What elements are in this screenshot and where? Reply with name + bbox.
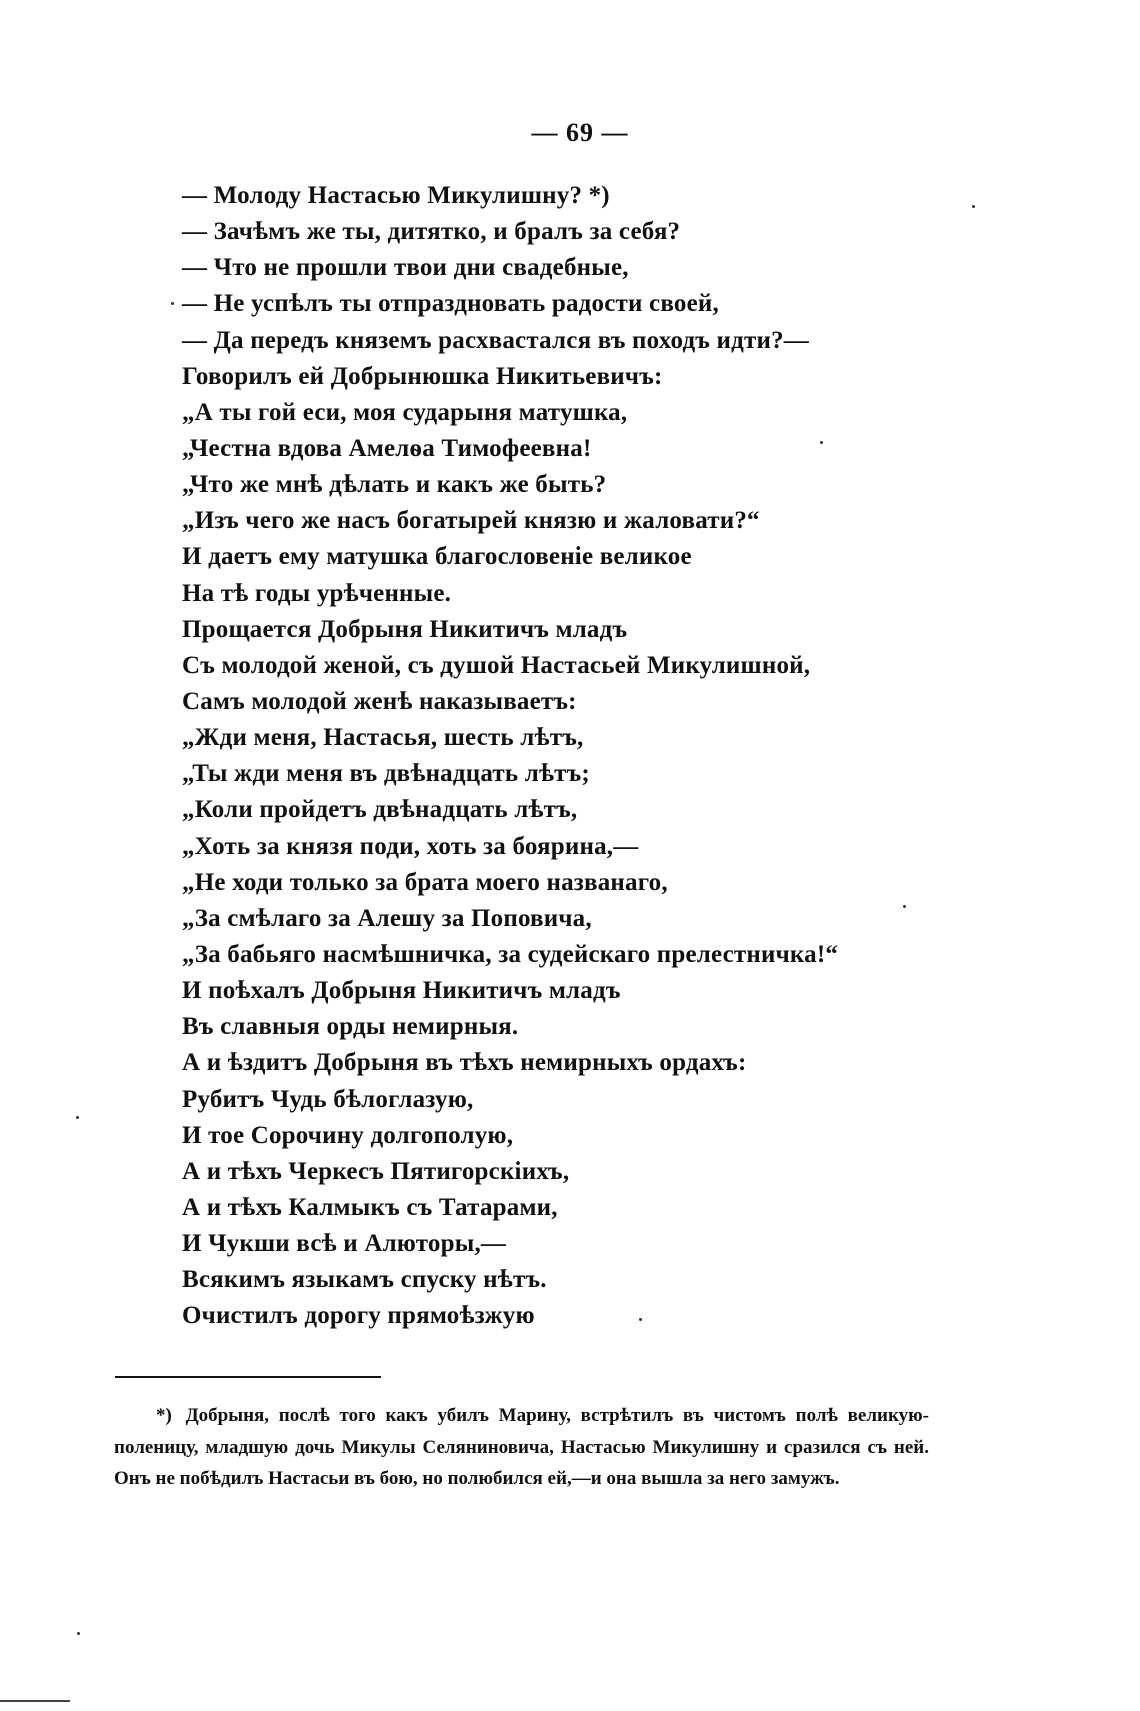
verse-line: И тое Сорочину долгополую, (182, 1121, 514, 1149)
poem-body (182, 178, 902, 1335)
scan-speck (171, 302, 174, 305)
verse-line: — Молоду Настасью Микулишну? *) (182, 182, 610, 209)
verse-line: „За бабьяго насмѣшничка, за судейскаго прелестничка!“ (182, 940, 839, 968)
verse-line: — Да передъ княземъ расхвастался въ походъ идти?— (182, 326, 809, 354)
verse-line: — Зачѣмъ же ты, дитятко, и бралъ за себя? (182, 218, 681, 246)
footnote-marker: *) (156, 1405, 172, 1426)
scan-speck (76, 1116, 79, 1119)
verse-line: „А ты гой еси, моя сударыня матушка, (182, 398, 628, 426)
page-number (0, 118, 1140, 148)
verse-line: Очистилъ дорогу прямоѣзжую (182, 1302, 535, 1330)
scan-speck (972, 205, 975, 208)
verse-line: „Честна вдова Амелѳа Тимофеевна! (182, 434, 592, 462)
verse-line: Говорилъ ей Добрынюшка Никитьевичъ: (182, 362, 663, 390)
verse-line: „Хоть за князя поди, хоть за боярина,— (182, 832, 639, 860)
verse-line: „Не ходи только за брата моего названаго, (182, 868, 668, 896)
page-number-text: — 69 — (531, 118, 629, 147)
scan-speck (820, 441, 823, 444)
verse-line: „Ты жди меня въ двѣнадцать лѣтъ; (182, 760, 590, 788)
verse-line: Самъ молодой женѣ наказываетъ: (182, 687, 577, 715)
verse-line: На тѣ годы урѣченные. (182, 579, 452, 607)
verse-line: Всякимъ языкамъ спуску нѣтъ. (182, 1266, 547, 1294)
verse-line: „Изъ чего же насъ богатырей князю и жаловати?“ (182, 507, 760, 535)
verse-line: И Чукши всѣ и Алюторы,— (182, 1230, 507, 1258)
scan-speck (639, 1318, 642, 1321)
footnote-text: Добрыня, послѣ того какъ убилъ Марину, встрѣтилъ въ чистомъ полѣ великую-поленицу, младшую дочь Микулы Селяниновича, Настасью Микулишну и сразился съ ней. Онъ не побѣдилъ Настасьи въ бою, но полюбился ей,—и она вышла за него замужъ. (114, 1405, 929, 1489)
verse-line: Съ молодой женой, съ душой Настасьей Микулишной, (182, 651, 811, 679)
verse-line: И поѣхалъ Добрыня Никитичъ младъ (182, 977, 621, 1005)
verse-line: А и тѣхъ Калмыкъ съ Татарами, (182, 1193, 558, 1221)
verse-line: — Не успѣлъ ты отпраздновать радости своей, (182, 290, 719, 318)
verse-line: „Что же мнѣ дѣлать и какъ же быть? (182, 471, 607, 499)
footnote (114, 1400, 929, 1495)
scan-edge-mark (0, 1700, 70, 1702)
verse-line: „Коли пройдетъ двѣнадцать лѣтъ, (182, 796, 578, 824)
scan-speck (77, 1632, 80, 1635)
verse-line: А и ѣздитъ Добрыня въ тѣхъ немирныхъ ордахъ: (182, 1049, 747, 1077)
verse-line: „Жди меня, Настасья, шесть лѣтъ, (182, 724, 584, 752)
verse-line: Прощается Добрыня Никитичъ младъ (182, 615, 628, 643)
verse-line: И даетъ ему матушка благословеніе великое (182, 543, 692, 571)
footnote-divider (115, 1376, 381, 1378)
verse-line: А и тѣхъ Черкесъ Пятигорскіихъ, (182, 1157, 570, 1185)
verse-line: Рубитъ Чудь бѣлоглазую, (182, 1085, 474, 1113)
verse-line: — Что не прошли твои дни свадебные, (182, 254, 629, 282)
verse-line: Въ славныя орды немирныя. (182, 1013, 519, 1041)
verse-line: „За смѣлаго за Алешу за Поповича, (182, 904, 592, 932)
scan-speck (903, 905, 906, 908)
